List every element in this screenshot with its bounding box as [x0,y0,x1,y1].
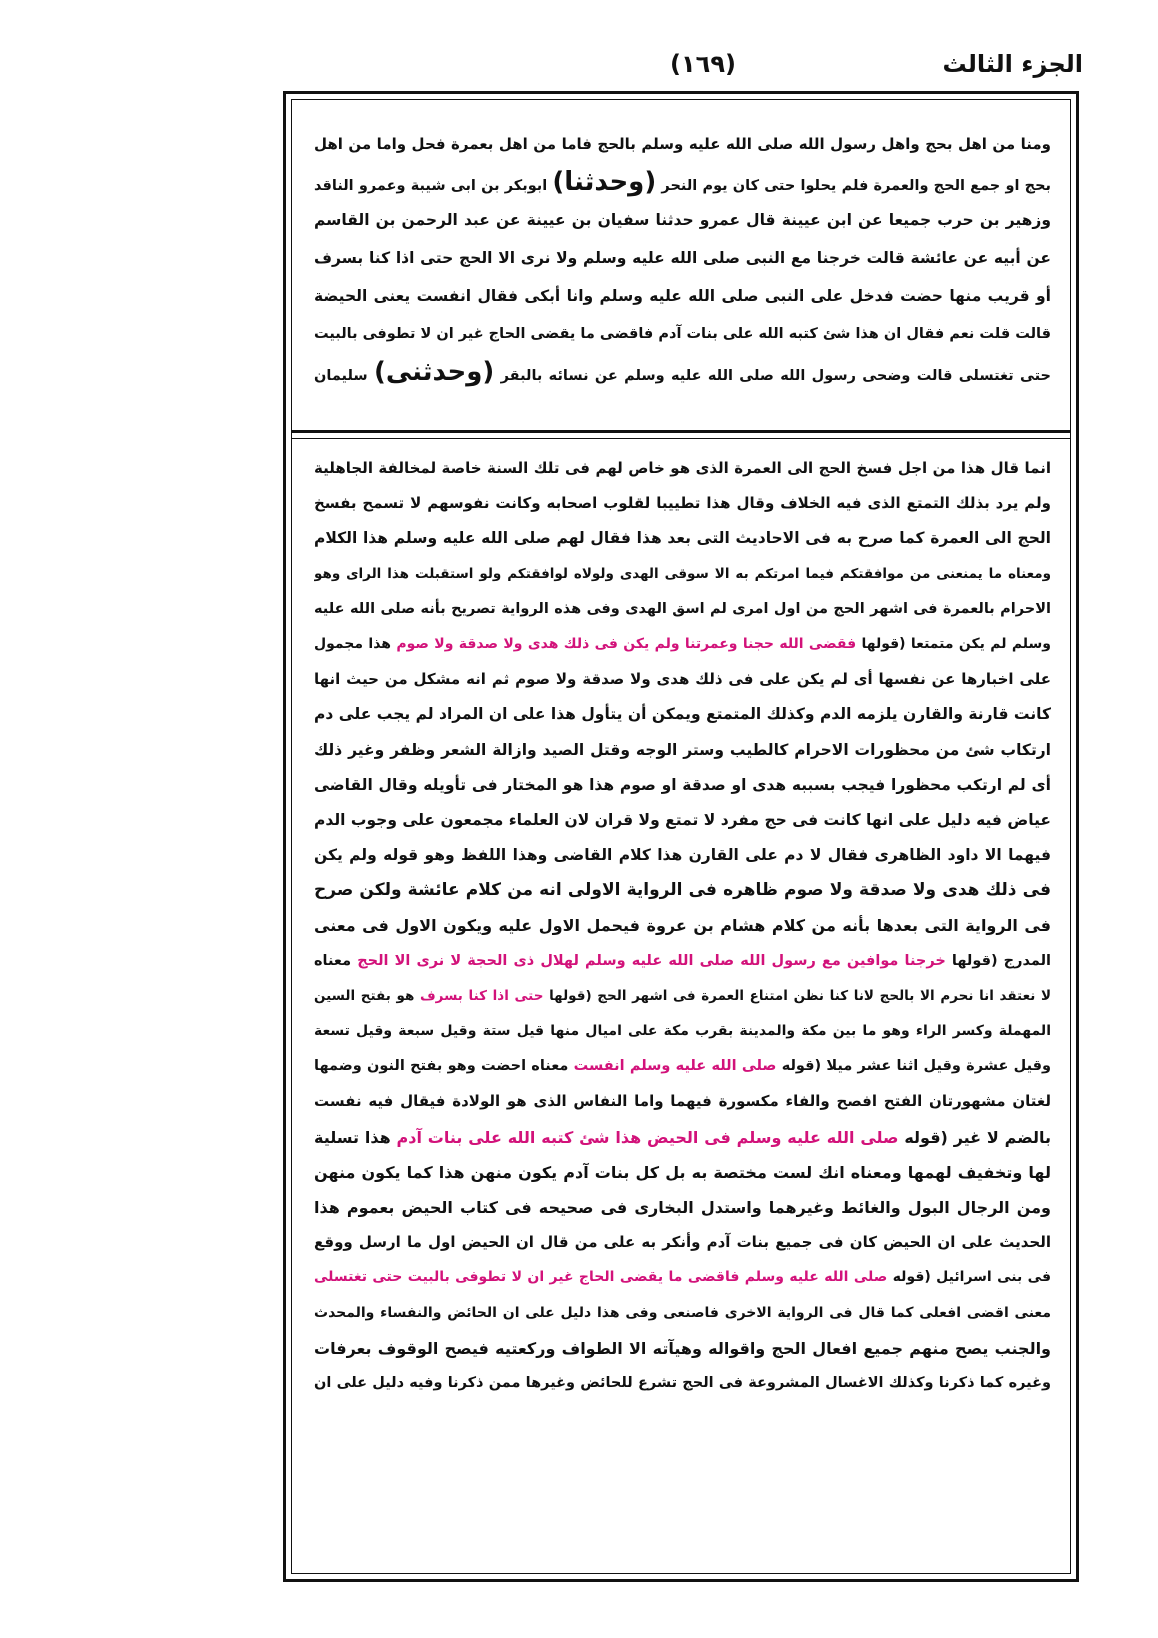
text-segment: ابوبكر بن ابى شيبة وعمرو الناقد [314,178,553,194]
text-segment: فى الرواية التى بعدها بأنه من كلام هشام بن عروة فيحمل الاول عليه ويكون الاول فى معنى [314,916,1051,936]
text-segment: عن أبيه عن عائشة قالت خرجنا مع النبى صلى الله عليه وسلم ولا نرى الا الحج حتى اذا كنا بسرف [314,249,1051,267]
text-segment: ولم يرد بذلك التمتع الذى فيه الخلاف وقال هذا تطييبا لقلوب اصحابه وكانت نفوسهم لا تسمح بفسخ [314,494,1051,513]
hadith-text [314,125,1051,391]
text-line [314,944,1051,979]
highlighted-quote: خرجنا موافين مع رسول الله صلى الله عليه وسلم لهلال ذى الحجة لا نرى الا الحج [357,952,946,969]
section-divider [291,430,1071,433]
text-line [314,451,1051,486]
text-segment: هذا مجمول [314,635,397,652]
text-segment: وقيل عشرة وقيل اثنا عشر ميلا (قوله [776,1058,1051,1075]
text-line [314,239,1051,277]
text-line [314,1190,1051,1225]
text-segment: معناه احضت وهو بفتح النون وضمها [314,1058,574,1075]
highlighted-quote: حتى اذا كنا بسرف [419,987,544,1004]
text-segment: والجنب يصح منهم جميع افعال الحج واقواله وهيآته الا الطواف وركعتيه فيصح الوقوف بعرفات [314,1338,1051,1358]
text-line [314,627,1051,662]
highlighted-quote: فقضى الله حجنا وعمرتنا ولم يكن فى ذلك هدى ولا صدقة ولا صوم [396,635,857,652]
text-segment: وغيره كما ذكرنا وكذلك الاغسال المشروعة فى الحج تشرع للحائض وغيرها ممن ذكرنا وفيه دليل على ان [314,1374,1051,1391]
text-line [314,353,1051,391]
text-segment: فى ذلك هدى ولا صدقة ولا صوم ظاهره فى الرواية الاولى انه من كلام عائشة ولكن صرح [314,880,1051,901]
text-line [314,1014,1051,1049]
text-line [314,163,1051,201]
text-segment: ارتكاب شئ من محظورات الاحرام كالطيب وستر الوجه وقتل الصيد وازالة الشعر وظفر وغير ذلك [314,740,1051,759]
text-line [314,521,1051,556]
text-segment: الاحرام بالعمرة فى اشهر الحج من اول امرى لم اسق الهدى وفى هذه الرواية تصريح بأنه صلى الله عليه [314,600,1051,617]
text-line [314,1366,1051,1401]
text-line [314,201,1051,239]
text-segment: لها وتخفيف لهمها ومعناه انك لست مختصة به بل كل بنات آدم يكون منهن هذا كما يكون منهن [314,1162,1051,1182]
text-line [314,592,1051,627]
text-segment: ومعناه ما يمنعنى من موافقتكم فيما امرتكم به الا سوقى الهدى ولولاه لوافقتكم ولو استقبلت هذا الراى وهو [314,565,1051,582]
text-segment: كانت قارنة والقارن يلزمه الدم وكذلك المتمتع ويمكن أن يتأول هذا على ان المراد لم يجب على دم [314,705,1051,724]
text-line [314,697,1051,732]
text-segment: هذا تسلية [314,1127,397,1147]
text-segment: سليمان [314,368,374,384]
highlighted-quote: صلى الله عليه وسلم فى الحيض هذا شئ كتبه الله على بنات آدم [396,1127,899,1147]
text-segment: الحديث على ان الحيض كان فى جميع بنات آدم وأنكر به على من قال ان الحيض اول ما ارسل ووقع [314,1233,1051,1252]
text-line [314,838,1051,873]
text-segment: لغتان مشهورتان الفتح افصح والفاء مكسورة فيهما واما النفاس الذى هو الولادة فيقال فيه نفست [314,1092,1051,1111]
text-segment: بحج او جمع الحج والعمرة فلم يحلوا حتى كان يوم النحر [656,178,1051,194]
text-line [314,1331,1051,1366]
text-line [314,315,1051,353]
text-segment: الحج الى العمرة كما صرح به فى الاحاديث التى بعد هذا فقال لهم صلى الله عليه وسلم هذا الكلام [314,529,1051,548]
text-line [314,1049,1051,1084]
text-segment: حتى تغتسلى قالت وضحى رسول الله صلى الله عليه وسلم عن نسائه بالبقر [494,368,1051,384]
text-segment: ومنا من اهل بحج واهل رسول الله صلى الله عليه وسلم بالحج فاما من اهل بعمرة فحل واما من اهل [314,135,1051,153]
text-line [314,979,1051,1014]
text-segment: وزهير بن حرب جميعا عن ابن عيينة قال عمرو حدثنا سفيان بن عيينة عن عبد الرحمن بن القاسم [314,211,1051,229]
text-line [314,1225,1051,1260]
text-segment: المهملة وكسر الراء وهو ما بين مكة والمدينة بقرب مكة على اميال منها قيل ستة وقيل سبعة وقيل تسعة [314,1023,1051,1039]
text-line [314,873,1051,908]
text-line [314,662,1051,697]
chain-marker: (وحدثنا) [552,167,657,197]
text-segment: لا نعتقد انا نحرم الا بالحج لانا كنا نظن امتناع العمرة فى اشهر الحج (قولها [543,987,1051,1004]
page-header [283,48,1083,88]
text-segment: المدرج (قولها [945,952,1051,969]
text-segment: قالت قلت نعم فقال ان هذا شئ كتبه الله على بنات آدم فاقضى ما يقضى الحاج غير ان لا تطوفى بالبيت [314,326,1051,342]
text-line [314,1120,1051,1155]
text-segment: معنى اقضى افعلى كما قال فى الرواية الاخرى فاصنعى وفى هذا دليل على ان الحائض والنفساء والمحدث [314,1304,1051,1321]
commentary-text [314,451,1051,1401]
highlighted-quote: صلى الله عليه وسلم انفست [573,1058,777,1075]
text-segment: عياض فيه دليل على انها كانت فى حج مفرد لا تمتع ولا قران لان العلماء مجمعون على وجوب الدم [314,810,1051,829]
text-segment: أى لم ارتكب محظورا فيجب بسببه هدى او صدقة او صوم هذا هو المختار فى تأويله وقال القاضى [314,775,1051,794]
page-number: (١٦٩) [670,50,736,78]
text-line [314,1084,1051,1119]
text-segment: على اخبارها عن نفسها أى لم يكن على فى ذلك هدى ولا صدقة ولا صوم ثم انه مشكل من حيث انها [314,670,1051,689]
text-line [314,803,1051,838]
text-segment: انما قال هذا من اجل فسخ الحج الى العمرة الذى هو خاص لهم فى تلك السنة خاصة لمخالفة الجاهلية [314,459,1051,477]
text-segment: ومن الرجال البول والغائط وغيرهما واستدل البخارى فى صحيحه فى كتاب الحيض بعموم هذا [314,1197,1051,1217]
text-line [314,733,1051,768]
text-segment: فى بنى اسرائيل (قوله [887,1269,1051,1286]
text-line [314,908,1051,943]
text-line [314,1296,1051,1331]
section-divider-inner [291,438,1071,439]
text-segment: فيهما الا داود الظاهرى فقال لا دم على القارن هذا كلام القاضى وهذا اللفظ وهو قوله ولم يكن [314,846,1051,865]
text-line [314,486,1051,521]
text-segment: هو بفتح السين [314,987,420,1004]
text-line [314,125,1051,163]
text-segment: أو قريب منها حضت فدخل على النبى صلى الله عليه وسلم وانا أبكى فقال انفست يعنى الحيضة [314,287,1051,305]
text-segment: وسلم لم يكن متمتعا (قولها [856,635,1051,652]
text-segment: بالضم لا غير (قوله [898,1127,1051,1147]
text-line [314,1155,1051,1190]
chain-marker: (وحدثنى) [373,357,495,387]
text-line [314,1260,1051,1295]
text-line [314,768,1051,803]
text-segment: معناه [314,952,358,969]
text-line [314,277,1051,315]
text-line [314,557,1051,592]
part-title: الجزء الثالث [942,50,1083,78]
highlighted-quote: صلى الله عليه وسلم فاقضى ما يقضى الحاج غير ان لا تطوفى بالبيت حتى تغتسلى [314,1269,888,1286]
